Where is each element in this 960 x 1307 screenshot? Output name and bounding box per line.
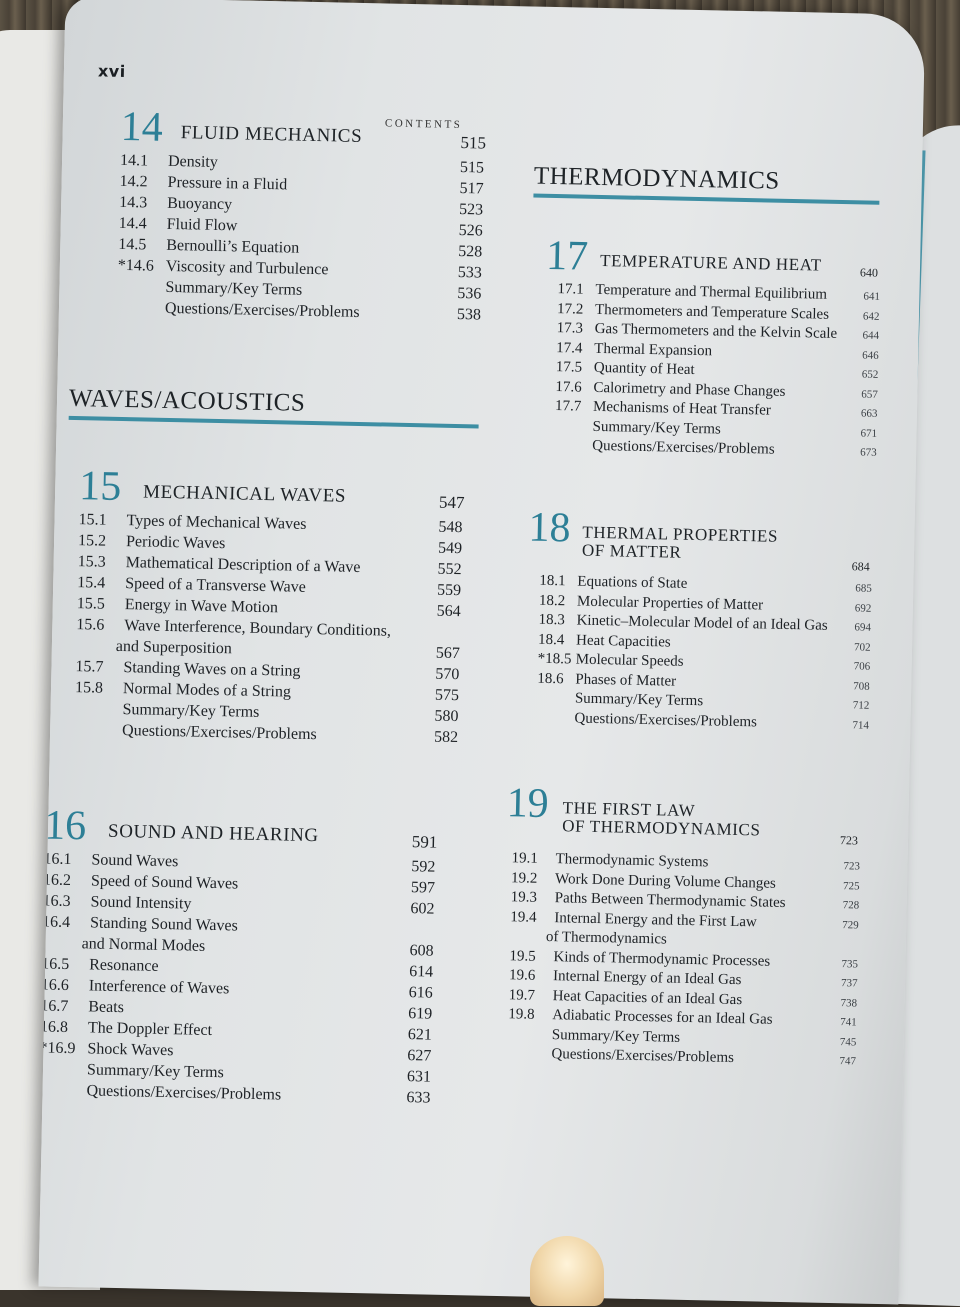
- section-title: Summary/Key Terms: [592, 418, 722, 438]
- section-number: 17.6: [555, 378, 582, 396]
- part-heading-waves: [69, 385, 480, 429]
- section-number: 16.6: [40, 976, 69, 995]
- chapter-title: [562, 799, 761, 840]
- chapter-page: 684: [851, 559, 870, 574]
- section-number: 16.3: [42, 892, 71, 911]
- section-list: [38, 850, 453, 1111]
- section-number: 19.4: [510, 908, 537, 926]
- chapter-page: 640: [859, 265, 879, 280]
- section-title: Phases of Matter: [575, 671, 677, 690]
- chapter-page: 547: [438, 492, 465, 513]
- section-number: 17.3: [556, 320, 584, 337]
- chapter-page: 515: [460, 133, 487, 153]
- section-number: 18.4: [537, 631, 565, 648]
- section-number: 18.6: [537, 670, 564, 687]
- section-title: Calorimetry and Phase Changes: [593, 379, 786, 400]
- section-number: 19.8: [508, 1006, 535, 1023]
- section-page: 597: [410, 879, 436, 897]
- section-page: 747: [839, 1055, 857, 1068]
- chapter-header: [528, 504, 875, 580]
- section-page: 548: [438, 518, 463, 537]
- chapter-number: 15: [78, 463, 122, 510]
- section-title: Internal Energy and the First Law: [554, 909, 758, 930]
- section-page: 725: [842, 879, 860, 893]
- section-title: Pressure in a Fluid: [167, 173, 288, 194]
- running-head: CONTENTS: [384, 117, 463, 132]
- section-page: 549: [437, 539, 463, 558]
- section-number: 19.3: [510, 889, 538, 906]
- section-page: 570: [435, 665, 460, 684]
- chapter-title-line1: THE FIRST LAW: [562, 798, 696, 821]
- chapter-number: 16: [43, 802, 87, 850]
- section-number: 15.5: [76, 595, 105, 613]
- chapter-16: [38, 804, 454, 1111]
- section-title: Summary/Key Terms: [551, 1026, 681, 1046]
- section-page: 627: [407, 1047, 432, 1065]
- section-title: Equations of State: [577, 573, 688, 592]
- section-title: Standing Waves on a String: [123, 659, 301, 680]
- section-number: 18.1: [539, 572, 566, 590]
- section-page: 608: [409, 942, 434, 960]
- section-number: 16.5: [41, 955, 70, 974]
- section-page: 575: [434, 686, 460, 705]
- section-number: 16.7: [40, 997, 69, 1015]
- chapter-title-line1: THERMAL PROPERTIES: [582, 522, 779, 546]
- section-page: 737: [840, 977, 858, 990]
- section-number: 17.1: [557, 281, 584, 298]
- chapter-number: 17: [545, 232, 589, 280]
- section-page: 692: [854, 601, 872, 615]
- section-page: 708: [853, 679, 870, 693]
- section-list: [117, 152, 500, 328]
- section-number: 16.1: [43, 850, 72, 869]
- chapter-title: SOUND AND HEARING: [107, 820, 319, 847]
- section-page: 729: [842, 918, 859, 932]
- section-title: Energy in Wave Motion: [124, 596, 279, 617]
- section-page: 723: [843, 860, 861, 873]
- section-page: 652: [861, 368, 879, 381]
- section-number: 16.4: [41, 913, 71, 932]
- part-title: THERMODYNAMICS: [533, 162, 780, 195]
- section-page: 712: [852, 699, 870, 712]
- section-page: 694: [854, 621, 872, 634]
- section-list: [524, 573, 873, 736]
- section-page: 738: [840, 996, 858, 1010]
- chapter-header: [545, 232, 885, 288]
- section-page: 644: [862, 329, 880, 342]
- section-title: Summary/Key Terms: [574, 690, 704, 710]
- section-number: 17.2: [556, 300, 584, 318]
- section-title: Molecular Properties of Matter: [576, 593, 764, 613]
- section-page: 533: [457, 263, 482, 282]
- section-number: 14.1: [119, 151, 149, 170]
- chapter-page: 591: [411, 832, 438, 852]
- section-page: 619: [408, 1005, 433, 1023]
- section-title: Periodic Waves: [125, 533, 226, 553]
- chapter-title-line2: OF MATTER: [581, 541, 682, 563]
- section-number: 19.6: [508, 967, 536, 984]
- section-page: 685: [855, 582, 872, 595]
- section-title: Adiabatic Processes for an Ideal Gas: [552, 1007, 773, 1028]
- section-title: Thermometers and Temperature Scales: [594, 301, 830, 323]
- section-title: Resonance: [89, 956, 159, 975]
- section-title: Gas Thermometers and the Kelvin Scale: [594, 320, 838, 342]
- part-heading-thermo: [533, 163, 880, 205]
- section-page: 592: [411, 858, 436, 876]
- section-page: 621: [407, 1026, 433, 1044]
- section-number: 19.2: [510, 869, 538, 887]
- section-page: 735: [841, 957, 859, 971]
- section-title: Buoyancy: [167, 194, 233, 214]
- section-page: 564: [436, 602, 461, 621]
- section-page: 523: [458, 201, 484, 219]
- section-title: Beats: [88, 998, 125, 1017]
- section-page: 714: [852, 718, 870, 732]
- section-title: Kinetic–Molecular Model of an Ideal Gas: [576, 612, 828, 634]
- chapter-title: FLUID MECHANICS: [180, 122, 363, 147]
- chapter-number: 19: [506, 780, 550, 828]
- section-page: 567: [435, 644, 461, 663]
- chapter-14: [117, 103, 501, 328]
- section-page: 616: [408, 984, 433, 1002]
- section-title: Quantity of Heat: [593, 359, 695, 378]
- section-number: 14.3: [119, 193, 148, 212]
- section-page: 559: [436, 581, 462, 600]
- section-page: 552: [437, 560, 462, 579]
- section-number: 15.1: [78, 511, 107, 529]
- section-number: 16.2: [42, 871, 72, 890]
- section-title: Wave Interference, Boundary Conditions,: [124, 617, 392, 640]
- section-number: 17.5: [555, 359, 583, 376]
- section-page: 538: [456, 305, 482, 324]
- section-title: Questions/Exercises/Problems: [164, 299, 360, 321]
- part-title: WAVES/ACOUSTICS: [68, 384, 306, 417]
- section-title: Bernoulli’s Equation: [166, 236, 300, 257]
- section-number: 17.7: [554, 398, 582, 415]
- section-page: 671: [860, 426, 878, 440]
- chapter-header: [120, 103, 501, 160]
- section-title: Kinds of Thermodynamic Processes: [553, 948, 771, 970]
- section-title: Questions/Exercises/Problems: [121, 722, 317, 744]
- section-page: 706: [853, 660, 871, 673]
- section-page: 528: [458, 242, 483, 261]
- chapter-17: [542, 232, 885, 464]
- section-title: The Doppler Effect: [87, 1019, 213, 1040]
- section-page: 515: [459, 159, 485, 177]
- section-title: Thermodynamic Systems: [555, 851, 709, 871]
- chapter-title-line2: OF THERMODYNAMICS: [562, 816, 761, 840]
- section-title: Questions/Exercises/Problems: [551, 1046, 735, 1066]
- chapter-title: [582, 524, 778, 565]
- section-number: *14.6: [117, 256, 155, 275]
- chapter-header: [506, 782, 863, 857]
- section-page: 614: [408, 963, 434, 981]
- section-number: 16.8: [39, 1018, 69, 1036]
- contents-page: [38, 0, 925, 1304]
- chapter-15: [74, 465, 480, 750]
- section-title: Thermal Expansion: [594, 340, 713, 359]
- section-title: Speed of a Transverse Wave: [125, 575, 306, 596]
- section-page: 631: [406, 1068, 432, 1086]
- section-number: 14.5: [118, 235, 147, 254]
- section-page: 580: [434, 707, 459, 726]
- section-number: 15.6: [76, 616, 105, 634]
- section-title-continued: and Superposition: [115, 637, 233, 658]
- section-page: 673: [860, 446, 877, 459]
- section-title: Heat Capacities: [575, 632, 671, 651]
- chapter-header: [79, 465, 480, 519]
- section-page: 526: [458, 222, 483, 240]
- section-number: 18.3: [538, 611, 565, 629]
- chapter-title: MECHANICAL WAVES: [142, 481, 347, 507]
- section-page: 646: [862, 348, 879, 362]
- section-number: 14.2: [119, 172, 148, 191]
- section-number: *18.5: [537, 650, 572, 668]
- section-title: Questions/Exercises/Problems: [592, 437, 775, 458]
- section-number: 18.2: [538, 592, 566, 609]
- section-page: 602: [410, 900, 435, 918]
- section-number: 19.5: [509, 947, 536, 965]
- section-title: Shock Waves: [87, 1040, 174, 1060]
- section-title: Fluid Flow: [166, 215, 238, 235]
- section-title: Viscosity and Turbulence: [165, 257, 329, 279]
- section-title: Molecular Speeds: [575, 651, 684, 670]
- section-page: 517: [459, 180, 484, 198]
- section-page: 642: [862, 309, 880, 323]
- section-number: 15.3: [77, 553, 106, 571]
- section-number: 15.8: [74, 679, 104, 697]
- section-number: 17.4: [556, 339, 583, 357]
- section-title: Standing Sound Waves: [89, 914, 239, 935]
- section-list: [74, 511, 479, 750]
- section-title: Work Done During Volume Changes: [554, 870, 776, 892]
- chapter-19: [501, 782, 863, 1072]
- section-title: Paths Between Thermodynamic States: [554, 890, 786, 911]
- chapter-page: 723: [839, 833, 859, 848]
- section-title: Mathematical Description of a Wave: [125, 554, 361, 577]
- section-page: 582: [433, 728, 459, 747]
- section-list: [542, 281, 884, 464]
- chapter-18: [524, 504, 875, 736]
- section-number: 19.7: [508, 986, 536, 1004]
- section-title: Density: [167, 152, 219, 171]
- section-title: Internal Energy of an Ideal Gas: [552, 968, 742, 989]
- section-number: 15.7: [75, 658, 104, 676]
- section-title: Summary/Key Terms: [165, 278, 303, 299]
- section-title: Summary/Key Terms: [122, 701, 260, 721]
- section-page: 745: [839, 1035, 857, 1049]
- section-page: 702: [853, 640, 871, 654]
- section-page: 728: [842, 899, 860, 912]
- section-title: Questions/Exercises/Problems: [86, 1082, 282, 1104]
- section-title-continued: and Normal Modes: [81, 935, 206, 955]
- section-title: Heat Capacities of an Ideal Gas: [552, 987, 743, 1008]
- section-title: Interference of Waves: [88, 977, 230, 998]
- section-title: Mechanisms of Heat Transfer: [592, 398, 772, 419]
- section-title: Normal Modes of a String: [122, 680, 292, 701]
- section-page: 663: [860, 407, 878, 420]
- section-page: 633: [406, 1089, 431, 1107]
- section-page: 641: [863, 290, 881, 303]
- section-list: [501, 850, 861, 1072]
- page-number: xvi: [97, 61, 126, 81]
- section-number: 15.4: [77, 574, 106, 592]
- section-title: Types of Mechanical Waves: [126, 512, 307, 533]
- chapter-number: 14: [120, 103, 164, 151]
- chapter-title: TEMPERATURE AND HEAT: [599, 250, 822, 275]
- section-title: Temperature and Thermal Equilibrium: [595, 281, 828, 303]
- section-title: Sound Intensity: [90, 893, 192, 913]
- section-title: Summary/Key Terms: [86, 1061, 224, 1082]
- section-title: Sound Waves: [91, 851, 179, 871]
- section-number: 15.2: [77, 532, 107, 550]
- section-page: 536: [457, 284, 482, 303]
- section-number: *16.9: [39, 1039, 76, 1058]
- section-page: 657: [861, 387, 878, 401]
- section-title-continued: of Thermodynamics: [545, 928, 668, 948]
- chapter-number: 18: [528, 504, 571, 552]
- thumb: [530, 1236, 604, 1306]
- section-title: Questions/Exercises/Problems: [574, 710, 758, 730]
- section-page: 741: [840, 1016, 857, 1029]
- section-title: Speed of Sound Waves: [90, 872, 239, 893]
- section-number: 19.1: [511, 850, 538, 867]
- section-number: 14.4: [118, 214, 147, 233]
